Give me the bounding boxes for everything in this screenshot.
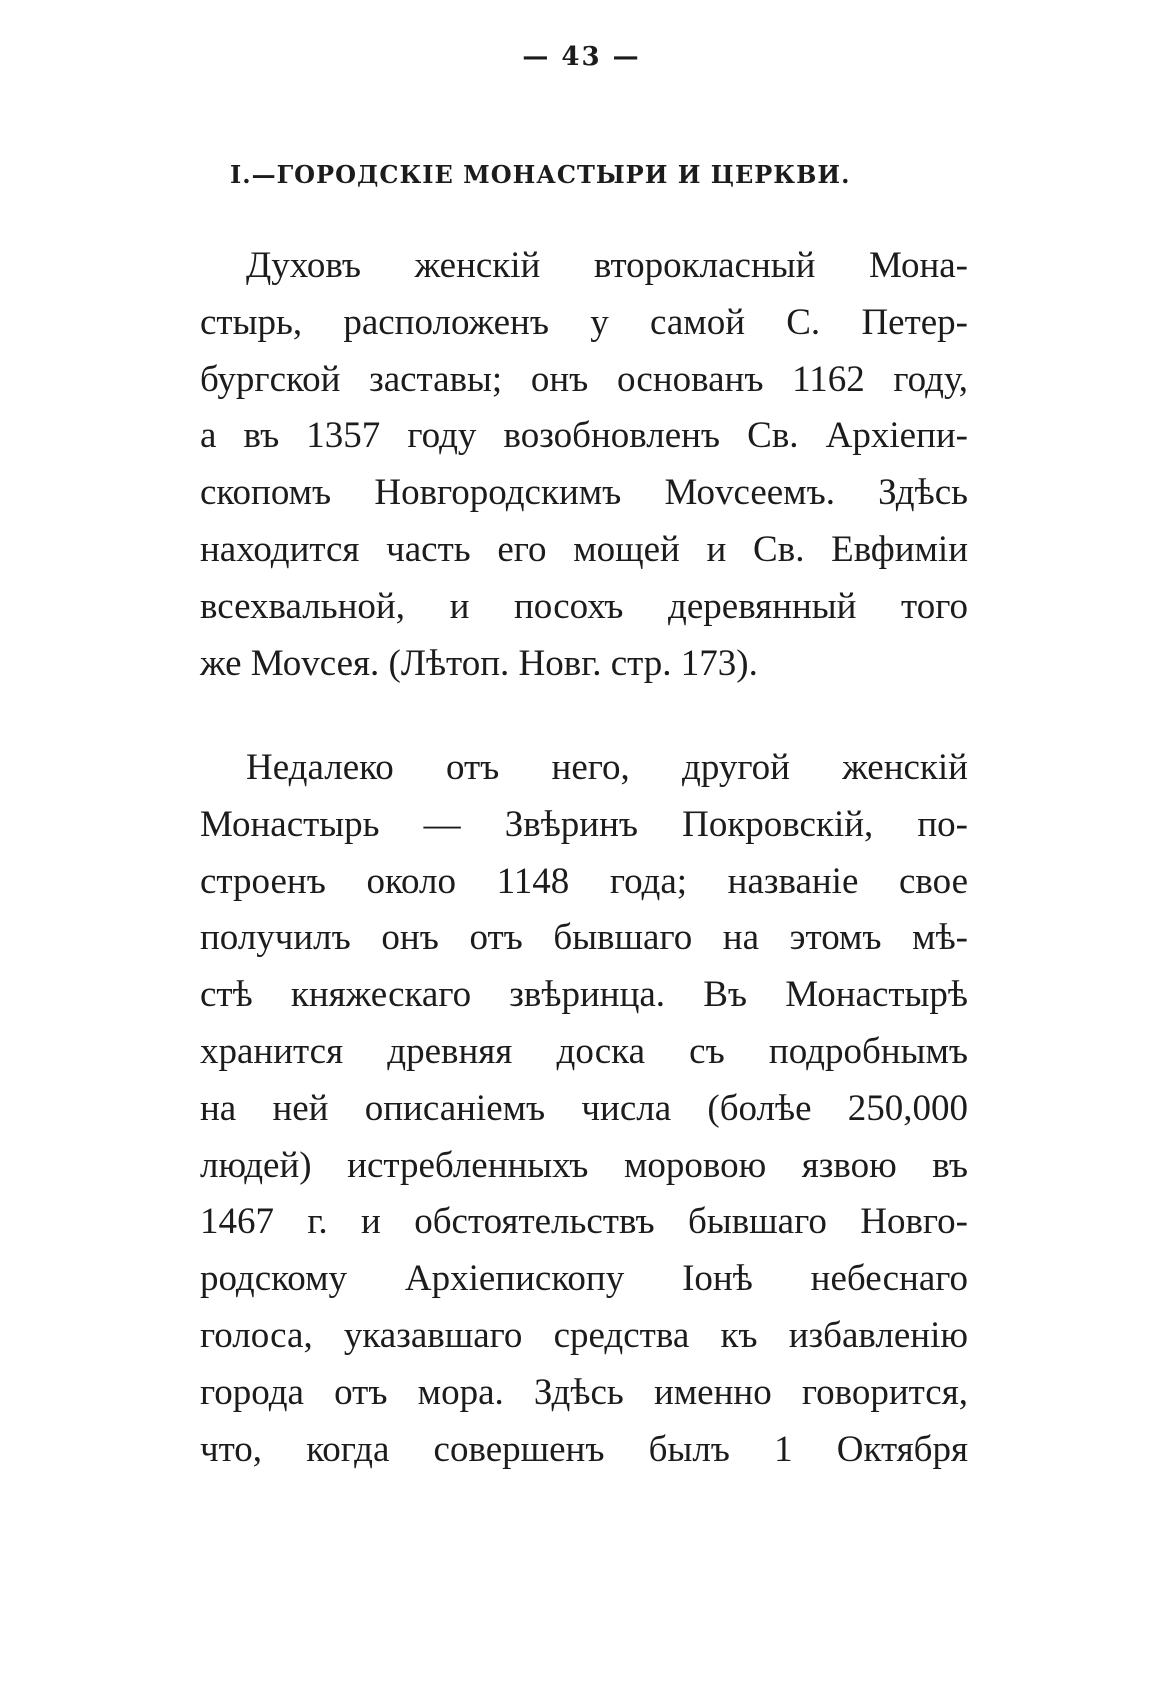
text-line: города отъ мора. Здѣсь именно говорится,: [200, 1371, 968, 1413]
text-line: же Моvсея. (Лѣтоп. Новг. стр. 173).: [200, 642, 758, 684]
text-line: получилъ онъ отъ бывшаго на этомъ мѣ-: [200, 917, 968, 959]
section-heading: I.—ГОРОДСКIЕ МОНАСТЫРИ И ЦЕРКВИ.: [230, 160, 851, 189]
text-line: находится часть его мощей и Св. Евфимiи: [200, 528, 968, 570]
text-line: Монастырь — Звѣринъ Покровскiй, по-: [200, 803, 968, 845]
text-line: стырь, расположенъ у самой С. Петер-: [200, 301, 968, 343]
text-line: строенъ около 1148 года; названiе свое: [200, 860, 968, 902]
page-number: — 43 —: [522, 42, 641, 72]
text-line: родскому Архiепископу Iонѣ небеснаго: [200, 1258, 968, 1300]
text-line: скопомъ Новгородскимъ Моvсеемъ. Здѣсь: [200, 472, 968, 514]
text-line: Духовъ женскiй второкласный Мона-: [246, 245, 968, 286]
text-line: всехвальной, и посохъ деревянный того: [200, 585, 968, 627]
text-line: Недалеко отъ него, другой женскiй: [246, 747, 968, 788]
text-line: бургской заставы; онъ основанъ 1162 году,: [200, 358, 968, 400]
text-line: а въ 1357 году возобновленъ Св. Архiепи-: [200, 415, 968, 457]
text-line: что, когда совершенъ былъ 1 Октября: [200, 1428, 968, 1470]
text-line: на ней описанiемъ числа (болѣе 250,000: [200, 1087, 968, 1129]
text-line: людей) истребленныхъ моровою язвою въ: [200, 1144, 968, 1186]
text-line: 1467 г. и обстоятельствъ бывшаго Новго-: [200, 1201, 968, 1243]
text-line: стѣ княжескаго звѣринца. Въ Монастырѣ: [200, 974, 968, 1016]
paragraph-dukhov-monastery: [200, 238, 968, 692]
text-line: хранится древняя доска съ подробнымъ: [200, 1030, 968, 1072]
paragraph-zverin-monastery: [200, 740, 968, 1478]
text-line: голоса, указавшаго средства къ избавленiю: [200, 1314, 968, 1356]
